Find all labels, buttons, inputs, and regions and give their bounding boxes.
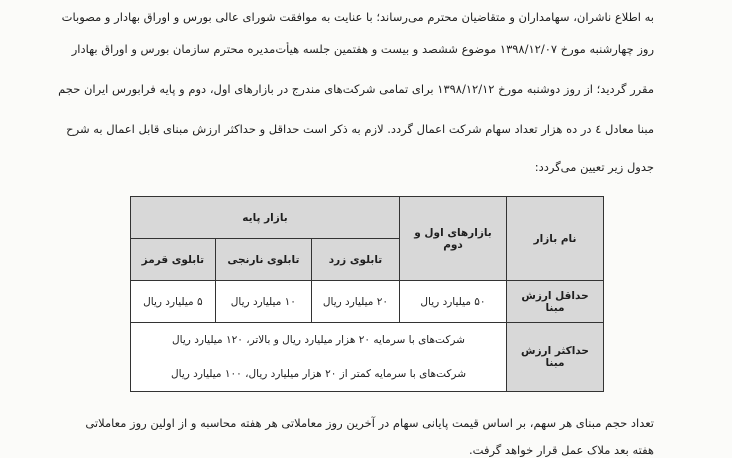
header-base-market: بازار پایه xyxy=(131,197,400,239)
paragraph-line-1: به اطلاع ناشران، سهامداران و متقاضیان محترم می‌رساند؛ با عنایت به موافقت شورای عالی بورس و اوراق بهادار و مصوبات xyxy=(61,10,654,24)
header-market-name: نام بازار xyxy=(507,197,604,281)
base-value-table xyxy=(130,196,604,392)
max-value-line-1: شرکت‌های با سرمایه ۲۰ هزار میلیارد ریال و بالاتر، ۱۲۰ میلیارد ریال xyxy=(172,334,465,346)
paragraph-line-2: روز چهارشنبه مورخ ۱۳۹۸/۱۲/۰۷ موضوع ششصد و بیست و هفتمین جلسه هیأت‌مدیره محترم سازمان بورس و اوراق بهادار xyxy=(71,42,654,56)
min-value-red: ۵ میلیارد ریال xyxy=(131,281,216,323)
min-value-first-second: ۵۰ میلیارد ریال xyxy=(400,281,507,323)
paragraph-line-3: مقرر گردید؛ از روز دوشنبه مورخ ۱۳۹۸/۱۲/۱۲ برای تمامی شرکت‌های مندرج در بازارهای اول، دوم و پایه فرابورس ایران حجم xyxy=(58,82,654,96)
max-value-line-2: شرکت‌های با سرمایه کمتر از ۲۰ هزار میلیارد ریال، ۱۰۰ میلیارد ریال xyxy=(170,368,466,380)
header-orange-board: تابلوی نارنجی xyxy=(215,239,311,281)
header-red-board: تابلوی قرمز xyxy=(131,239,216,281)
paragraph-line-5: جدول زیر تعیین می‌گردد: xyxy=(534,160,654,174)
header-first-second-market: بازارهای اول و دوم xyxy=(400,197,507,281)
paragraph-line-6: تعداد حجم مبنای هر سهم، بر اساس قیمت پایانی سهام در آخرین روز معاملاتی هر هفته محاسبه و از اولین روز معاملاتی xyxy=(85,416,654,430)
min-value-yellow: ۲۰ میلیارد ریال xyxy=(311,281,399,323)
header-yellow-board: تابلوی زرد xyxy=(311,239,399,281)
paragraph-line-7: هفته بعد ملاک عمل قرار خواهد گرفت. xyxy=(469,443,654,457)
min-value-orange: ۱۰ میلیارد ریال xyxy=(215,281,311,323)
row-label-max-value: حداکثر ارزش مبنا xyxy=(507,323,604,392)
row-label-min-value: حداقل ارزش مبنا xyxy=(507,281,604,323)
max-value-cell xyxy=(131,323,507,392)
paragraph-line-4: مبنا معادل ٤ در ده هزار تعداد سهام شرکت اعمال گردد. لازم به ذکر است حداقل و حداکثر ارزش مبنای قابل اعمال به شرح xyxy=(66,122,654,136)
